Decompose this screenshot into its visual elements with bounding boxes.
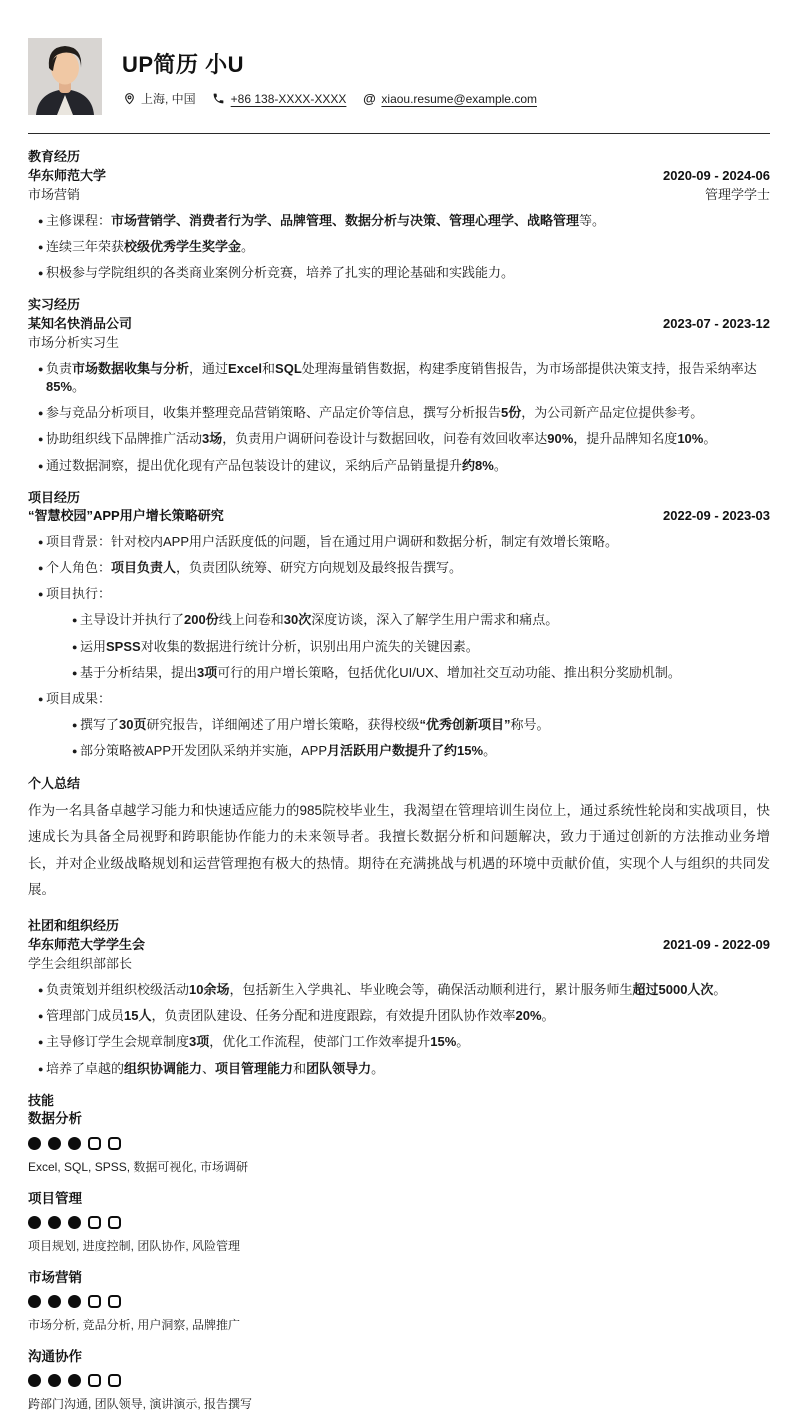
bold-text: 3项 [197, 664, 218, 680]
skill-dot [48, 1374, 61, 1387]
bullet-marker: ● [38, 434, 44, 445]
bullet-text [46, 533, 770, 551]
skill-name: 市场营销 [28, 1269, 82, 1285]
plain-text: 。 [241, 238, 255, 254]
bullet-marker: ● [72, 641, 78, 652]
bold-text: SQL [275, 360, 302, 376]
bullet-marker: ● [38, 460, 44, 471]
bold-text: SPSS [106, 638, 141, 654]
bold-text: Excel [228, 360, 263, 376]
plain-text: 项目执行： [46, 586, 112, 602]
bold-text: 项目管理能力 [215, 1060, 294, 1076]
plain-text: 主修课程： [46, 212, 112, 228]
bold-text: “优秀创新项目” [419, 717, 511, 733]
skill-item [28, 1269, 770, 1333]
plain-text: 连续三年荣获 [46, 238, 125, 254]
bullet-item [28, 430, 770, 448]
bold-text: 校级优秀学生奖学金 [124, 238, 242, 254]
skill-keywords: 市场分析, 竞品分析, 用户洞察, 品牌推广 [28, 1317, 241, 1332]
bullet-text [46, 690, 770, 708]
sub-bullet-item [62, 664, 770, 682]
entry-subheading: 学生会组织部部长 [28, 956, 133, 972]
contact-email [362, 92, 537, 106]
candidate-name: UP简历 小U [122, 52, 245, 77]
plain-text: 基于分析结果，提出 [80, 664, 198, 680]
bullet-marker: ● [38, 215, 44, 226]
plain-text: 管理部门成员 [46, 1008, 125, 1024]
bullet-marker: ● [72, 720, 78, 731]
bold-text: 团队领导力 [306, 1060, 372, 1076]
plain-text: ，负责团队统筹、研究方向规划及最终报告撰写。 [176, 560, 463, 576]
bullet-marker: ● [38, 1037, 44, 1048]
plain-text: 。 [72, 379, 86, 395]
skill-dot [108, 1295, 121, 1308]
plain-text: 项目成果： [46, 691, 112, 706]
bold-text: 超过5000人次 [632, 982, 714, 997]
bold-text: 3场 [202, 431, 223, 447]
contact-location [122, 90, 196, 107]
plain-text: 等。 [579, 212, 606, 228]
bullet-marker: ● [38, 536, 44, 547]
bullet-item [28, 585, 770, 603]
bullet-marker: ● [72, 746, 78, 757]
bullet-marker: ● [38, 985, 44, 995]
summary-paragraph [28, 798, 770, 903]
bullet-marker: ● [38, 241, 44, 252]
plain-text: 深度访谈，深入了解学生用户需求和痛点。 [311, 612, 559, 628]
plain-text: ，负责用户调研问卷设计与数据回收，问卷有效回收率达 [222, 431, 548, 447]
plain-text: 。 [371, 1060, 385, 1076]
bold-text: 市场数据收集与分析 [72, 360, 190, 376]
bullet-text [80, 664, 770, 682]
skill-name: 数据分析 [28, 1111, 82, 1127]
bullet-text [46, 1033, 770, 1051]
skill-keywords: Excel, SQL, SPSS, 数据可视化, 市场调研 [28, 1159, 249, 1174]
bullet-item [28, 264, 770, 282]
skill-item [28, 1348, 770, 1412]
plain-text: 积极参与学院组织的各类商业案例分析竞赛，培养了扎实的理论基础和实践能力。 [46, 265, 515, 281]
skill-dot [68, 1137, 81, 1150]
skill-dot [108, 1374, 121, 1387]
bullet-text [80, 611, 770, 629]
skill-rating [28, 1137, 770, 1150]
plain-text: 负责 [46, 360, 73, 376]
plain-text: 作为一名具备卓越学习能力和快速适应能力的985院校毕业生，我渴望在管理培训生岗位上，通过系统性轮岗和实战项目，快速成长为具备全局视野和跨职能协作能力的未来领导者。我擅长数据分析和问题解决，致力于通过创新的方法推动业务增长，并对企业级战略规划和运营管理抱有极大的热情。期待在充满挑战与机遇的环境中贡献价值，实现个人与组织的共同发展。 [28, 803, 770, 898]
plain-text: 、 [202, 1060, 216, 1076]
bullet-text [80, 716, 770, 734]
bullet-item [28, 1060, 770, 1078]
skill-dot [48, 1216, 61, 1229]
skill-keywords: 跨部门沟通, 团队领导, 演讲演示, 报告撰写 [28, 1397, 253, 1412]
entry-heading: 华东师范大学 [28, 167, 107, 183]
skill-rating [28, 1295, 770, 1308]
bullet-text [46, 1007, 770, 1025]
skill-dot [68, 1374, 81, 1387]
bullet-text [80, 742, 770, 760]
bullet-item [28, 404, 770, 422]
bullet-item [28, 238, 770, 256]
at-icon: @ [363, 91, 376, 106]
skill-name: 沟通协作 [28, 1348, 82, 1364]
entry-subheader [28, 334, 770, 352]
resume-header [28, 38, 770, 115]
plain-text: ，包括新生入学典礼、毕业晚会等，确保活动顺利进行，累计服务师生 [229, 982, 633, 997]
bold-text: 组织协调能力 [124, 1060, 203, 1076]
skill-keywords: 项目规划, 进度控制, 团队协作, 风险管理 [28, 1238, 241, 1253]
bullet-text [46, 559, 770, 577]
bullet-marker: ● [38, 268, 44, 279]
bold-text: 200份 [184, 612, 219, 628]
plain-text: 对收集的数据进行统计分析，识别出用户流失的关键因素。 [140, 638, 479, 654]
skill-dot [28, 1295, 41, 1308]
skill-dot [48, 1295, 61, 1308]
section-title: 实习经历 [28, 297, 81, 313]
entry-subheader [28, 186, 770, 204]
plain-text: 和 [293, 1060, 307, 1076]
skill-dot [88, 1216, 101, 1229]
bold-text: 20% [515, 1008, 542, 1024]
phone-link[interactable]: +86 138-XXXX-XXXX [230, 91, 347, 106]
skill-dot [88, 1137, 101, 1150]
bullet-marker: ● [38, 408, 44, 419]
plain-text: 。 [703, 431, 717, 447]
section-organizations [28, 917, 770, 1077]
bold-text: 项目负责人 [111, 560, 177, 576]
plain-text: 协助组织线下品牌推广活动 [46, 431, 203, 447]
skill-dot [28, 1137, 41, 1150]
plain-text: ，提升品牌知名度 [573, 431, 678, 447]
section-title: 项目经历 [28, 489, 81, 505]
plain-text: ，通过 [189, 360, 229, 376]
section-projects [28, 489, 770, 761]
bullet-text [46, 404, 770, 422]
plain-text: 参与竞品分析项目，收集并整理竞品营销策略、产品定价等信息，撰写分析报告 [46, 405, 502, 421]
skill-item [28, 1110, 770, 1174]
plain-text: 研究报告，详细阐述了用户增长策略，获得校级 [146, 717, 420, 733]
plain-text: 线上问卷和 [218, 612, 284, 628]
plain-text: 撰写了 [80, 717, 120, 733]
skill-rating [28, 1374, 770, 1387]
plain-text: 。 [493, 457, 507, 473]
plain-text: ，优化工作流程，使部门工作效率提升 [209, 1034, 431, 1050]
skill-rating [28, 1216, 770, 1229]
sub-bullet-list [62, 716, 770, 760]
bold-text: 90% [547, 431, 574, 447]
bullet-marker: ● [38, 589, 44, 600]
bullet-list [28, 212, 770, 283]
skill-dot [88, 1295, 101, 1308]
bullet-item [28, 981, 770, 999]
bullet-item [28, 690, 770, 708]
contact-row [122, 90, 537, 107]
plain-text: 主导修订学生会规章制度 [46, 1034, 190, 1050]
entry-date: 2021-09 - 2022-09 [663, 936, 770, 952]
section-education [28, 148, 770, 282]
bold-text: 约8% [462, 457, 494, 473]
bullet-text [46, 981, 770, 999]
bold-text: 月活跃用户数提升了约15% [327, 743, 484, 759]
plain-text: 称号。 [510, 717, 550, 733]
bullet-text [46, 1060, 770, 1078]
skill-dot [108, 1216, 121, 1229]
sub-bullet-item [62, 611, 770, 629]
bullet-list [28, 533, 770, 761]
bullet-marker: ● [38, 363, 44, 374]
plain-text: 。 [541, 1008, 555, 1024]
bullet-text [46, 360, 770, 396]
plain-text: 项目背景：针对校内APP用户活跃度低的问题，旨在通过用户调研和数据分析，制定有效增长策略。 [46, 533, 619, 549]
section-title: 社团和组织经历 [28, 918, 120, 934]
bullet-text [46, 238, 770, 256]
plain-text: 部分策略被APP开发团队采纳并实施，APP [80, 743, 328, 759]
plain-text: ，为公司新产品定位提供参考。 [521, 405, 704, 421]
bullet-text [46, 457, 770, 475]
entry-date: 2022-09 - 2023-03 [663, 508, 770, 524]
sections [28, 148, 770, 1412]
plain-text: 处理海量销售数据，构建季度销售报告，为市场部提供决策支持，报告采纳率达 [301, 360, 757, 376]
bold-text: 市场营销学、消费者行为学、品牌管理、数据分析与决策、管理心理学、战略管理 [111, 212, 580, 228]
bullet-item [28, 457, 770, 475]
bold-text: 5份 [501, 405, 522, 421]
bold-text: 30次 [283, 612, 312, 628]
entry-heading: “智慧校园”APP用户增长策略研究 [28, 508, 224, 524]
profile-photo-illustration [28, 38, 102, 115]
skill-item [28, 1190, 770, 1254]
skill-dot [68, 1216, 81, 1229]
header-info [122, 46, 537, 107]
section-title: 个人总结 [28, 775, 81, 791]
location-text: 上海, 中国 [141, 92, 196, 106]
bullet-marker: ● [38, 1011, 44, 1022]
location-icon [122, 92, 136, 106]
bullet-marker: ● [38, 1063, 44, 1074]
plain-text: 。 [456, 1034, 470, 1050]
email-link[interactable]: xiaou.resume@example.com [381, 91, 537, 106]
skill-name: 项目管理 [28, 1190, 82, 1206]
sub-bullet-item [62, 742, 770, 760]
plain-text: 个人角色： [46, 560, 112, 576]
bullet-text [46, 585, 770, 603]
bullet-marker: ● [72, 615, 78, 626]
bold-text: 15人 [124, 1008, 152, 1024]
plain-text: 。 [483, 743, 497, 759]
plain-text: ，负责团队建设、任务分配和进度跟踪，有效提升团队协作效率 [151, 1008, 516, 1024]
plain-text: 运用 [80, 638, 107, 654]
bullet-item [28, 533, 770, 551]
entry-subright: 管理学学士 [704, 187, 770, 203]
bullet-item [28, 1007, 770, 1025]
entry-subheader [28, 955, 770, 973]
header-divider [28, 133, 770, 134]
entry-header [28, 507, 770, 525]
skill-dot [28, 1374, 41, 1387]
bullet-text [46, 430, 770, 448]
sub-bullet-item [62, 716, 770, 734]
skill-dot [28, 1216, 41, 1229]
skill-dot [48, 1137, 61, 1150]
bold-text: 30页 [119, 717, 147, 733]
bold-text: 85% [46, 379, 73, 395]
bullet-item [28, 559, 770, 577]
entry-date: 2023-07 - 2023-12 [663, 315, 770, 331]
bullet-item [28, 1033, 770, 1051]
skill-dot [88, 1374, 101, 1387]
entry-subheading: 市场营销 [28, 187, 81, 203]
entry-subheading: 市场分析实习生 [28, 335, 120, 351]
bullet-marker: ● [38, 694, 44, 704]
entry-header [28, 936, 770, 954]
sub-bullet-list [62, 611, 770, 682]
section-summary [28, 775, 770, 904]
bold-text: 10余场 [189, 982, 230, 997]
entry-heading: 华东师范大学学生会 [28, 936, 146, 952]
entry-date: 2020-09 - 2024-06 [663, 167, 770, 183]
section-skills [28, 1092, 770, 1412]
bullet-item [28, 212, 770, 230]
entry-header [28, 167, 770, 185]
plain-text: 。 [713, 982, 727, 997]
bullet-marker: ● [38, 563, 44, 574]
plain-text: 负责策划并组织校级活动 [46, 982, 190, 997]
plain-text: 培养了卓越的 [46, 1060, 125, 1076]
plain-text: 可行的用户增长策略，包括优化UI/UX、增加社交互动功能、推出积分奖励机制。 [217, 664, 681, 680]
bullet-text [80, 638, 770, 656]
skill-dot [108, 1137, 121, 1150]
bullet-item [28, 360, 770, 396]
bullet-text [46, 212, 770, 230]
sub-bullet-item [62, 638, 770, 656]
bold-text: 15% [430, 1034, 457, 1050]
section-title: 技能 [28, 1092, 55, 1108]
section-internship [28, 296, 770, 475]
bullet-list [28, 360, 770, 475]
contact-phone [212, 92, 347, 106]
bold-text: 3项 [189, 1034, 210, 1050]
skill-dot [68, 1295, 81, 1308]
bullet-list [28, 981, 770, 1078]
profile-photo [28, 38, 102, 115]
plain-text: 通过数据洞察，提出优化现有产品包装设计的建议，采纳后产品销量提升 [46, 457, 463, 473]
section-title: 教育经历 [28, 149, 81, 164]
bullet-marker: ● [72, 667, 78, 678]
plain-text: 主导设计并执行了 [80, 612, 185, 628]
bold-text: 10% [677, 431, 704, 447]
entry-header [28, 315, 770, 333]
phone-icon [212, 92, 226, 106]
entry-heading: 某知名快消品公司 [28, 315, 133, 331]
bullet-text [46, 264, 770, 282]
plain-text: 和 [262, 360, 276, 376]
